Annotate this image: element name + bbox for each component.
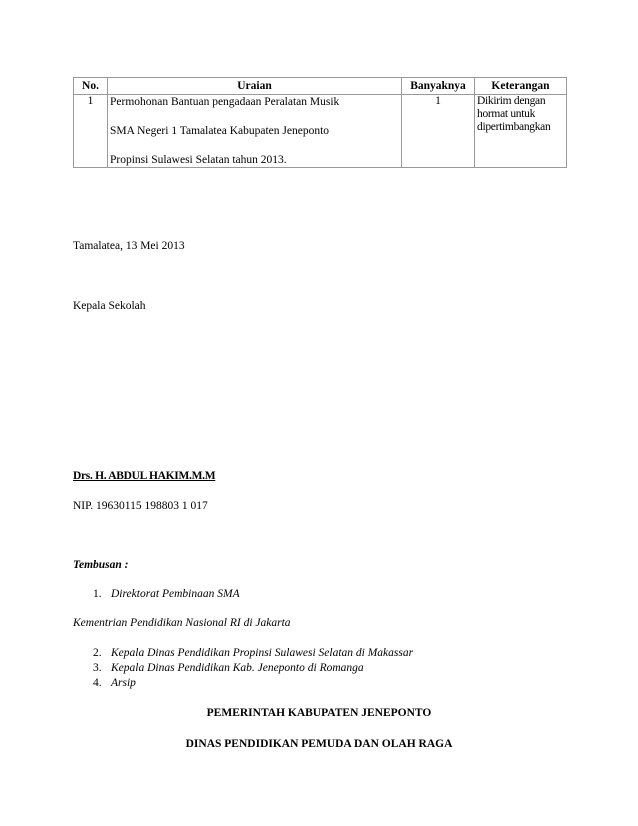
list-item	[93, 646, 413, 661]
uraian-line: SMA Negeri 1 Tamalatea Kabupaten Jeneponto	[110, 125, 330, 137]
cell-keterangan	[475, 95, 567, 168]
list-text: Direktorat Pembinaan SMA	[111, 588, 240, 600]
list-number: 3.	[93, 662, 102, 674]
signatory-nip: NIP. 19630115 198803 1 017	[73, 500, 208, 512]
footer-line-2: DINAS PENDIDIKAN PEMUDA DAN OLAH RAGA	[185, 738, 453, 750]
table-header-row	[74, 78, 567, 95]
list-number: 1.	[93, 588, 102, 600]
list-number: 2.	[93, 647, 102, 659]
cell-no: 1	[74, 95, 108, 168]
uraian-line: Propinsi Sulawesi Selatan tahun 2013.	[110, 154, 287, 166]
position-title: Kepala Sekolah	[73, 300, 146, 312]
keterangan-line: Dikirim dengan	[477, 95, 546, 107]
uraian-line: Permohonan Bantuan pengadaan Peralatan Musik	[110, 96, 340, 108]
list-item	[93, 587, 240, 602]
keterangan-line: hormat untuk	[477, 108, 536, 120]
list-number: 4.	[93, 677, 102, 689]
header-keterangan: Keterangan	[475, 78, 567, 95]
list-item	[93, 661, 413, 676]
place-date: Tamalatea, 13 Mei 2013	[73, 240, 185, 252]
tembusan-mid-line: Kementrian Pendidikan Nasional RI di Jakarta	[73, 617, 291, 629]
signatory-name: Drs. H. ABDUL HAKIM.M.M	[73, 470, 216, 482]
list-text: Kepala Dinas Pendidikan Kab. Jeneponto di Romanga	[111, 662, 364, 674]
tembusan-heading: Tembusan :	[73, 559, 129, 571]
tembusan-list-2	[93, 646, 413, 691]
table-row	[74, 95, 567, 168]
header-banyaknya: Banyaknya	[402, 78, 475, 95]
keterangan-line: dipertimbangkan	[477, 121, 551, 133]
tembusan-list-1	[93, 587, 240, 602]
footer-line-1: PEMERINTAH KABUPATEN JENEPONTO	[206, 707, 432, 719]
items-table	[73, 77, 567, 168]
list-text: Arsip	[111, 677, 136, 689]
list-item	[93, 676, 413, 691]
list-text: Kepala Dinas Pendidikan Propinsi Sulawesi Selatan di Makassar	[111, 647, 414, 659]
header-no: No.	[74, 78, 108, 95]
cell-banyaknya: 1	[402, 95, 475, 168]
cell-uraian	[108, 95, 402, 168]
header-uraian: Uraian	[108, 78, 402, 95]
